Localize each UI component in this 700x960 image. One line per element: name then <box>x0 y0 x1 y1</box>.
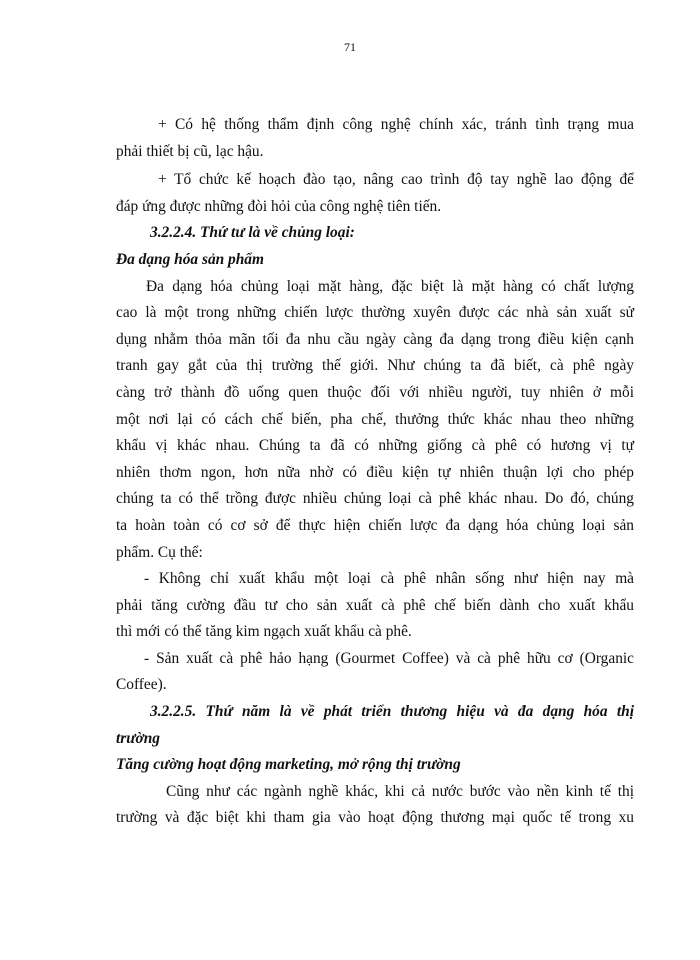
body-line: + Tổ chức kế hoạch đào tạo, nâng cao trình độ tay nghề lao động để <box>158 171 634 189</box>
body-line: tranh gay gắt của thị trường thế giới. Như chúng ta đã biết, cà phê ngày <box>116 357 634 375</box>
body-line: chúng ta có thể trồng được nhiều chủng loại cà phê khác nhau. Do đó, chúng <box>116 490 634 508</box>
body-line: càng trở thành đồ uống quen thuộc đối với nhiều người, tuy nhiên ở mỗi <box>116 383 634 401</box>
section-heading: 3.2.2.5. Thứ năm là về phát triển thương hiệu và đa dạng hóa thị <box>150 703 634 721</box>
section-heading-cont: trường <box>116 729 161 747</box>
body-line: cao là một trong những chiến lược thường xuyên được các nhà sản xuất sử <box>116 304 634 322</box>
body-line: phải thiết bị cũ, lạc hậu. <box>116 142 264 160</box>
body-line: phẩm. Cụ thể: <box>116 543 203 561</box>
body-line: phải tăng cường đầu tư cho sản xuất cà phê chế biến dành cho xuất khẩu <box>116 596 634 614</box>
bullet-line: - Không chỉ xuất khẩu một loại cà phê nhân sống như hiện nay mà <box>144 570 634 588</box>
body-line: Đa dạng hóa chủng loại mặt hàng, đặc biệt là mặt hàng có chất lượng <box>146 277 634 295</box>
body-line: ta hoàn toàn có cơ sở để thực hiện chiến lược đa dạng hóa chủng loại sản <box>116 516 634 534</box>
body-line: một nơi lại có cách chế biến, pha chế, thưởng thức khác nhau theo những <box>116 410 634 428</box>
body-line: nhiên thơm ngon, hơn nữa nhờ có điều kiện tự nhiên thuận lợi cho phép <box>116 463 634 481</box>
body-line: thì mới có thể tăng kim ngạch xuất khẩu cà phê. <box>116 623 412 641</box>
document-body <box>116 112 634 832</box>
bullet-line: - Sản xuất cà phê hảo hạng (Gourmet Coffee) và cà phê hữu cơ (Organic <box>144 649 634 667</box>
body-line: + Có hệ thống thẩm định công nghệ chính xác, tránh tình trạng mua <box>158 116 634 133</box>
body-line: Coffee). <box>116 676 167 694</box>
body-line: dụng nhằm thỏa mãn tối đa nhu cầu ngày càng đa dạng trong điều kiện cạnh <box>116 330 634 348</box>
subsection-heading: Đa dạng hóa sản phẩm <box>116 250 264 268</box>
body-line: Cũng như các ngành nghề khác, khi cả nước bước vào nền kinh tế thị <box>166 782 634 800</box>
section-heading: 3.2.2.4. Thứ tư là về chủng loại: <box>150 224 355 242</box>
body-line: đáp ứng được những đòi hỏi của công nghệ tiên tiến. <box>116 197 442 215</box>
body-line: khẩu vị khác nhau. Chúng ta đã có những giống cà phê có hương vị tự <box>116 437 634 455</box>
body-line: trường và đặc biệt khi tham gia vào hoạt động thương mại quốc tế trong xu <box>116 809 634 827</box>
page-number: 71 <box>344 40 356 54</box>
subsection-heading: Tăng cường hoạt động marketing, mở rộng thị trường <box>116 756 461 774</box>
